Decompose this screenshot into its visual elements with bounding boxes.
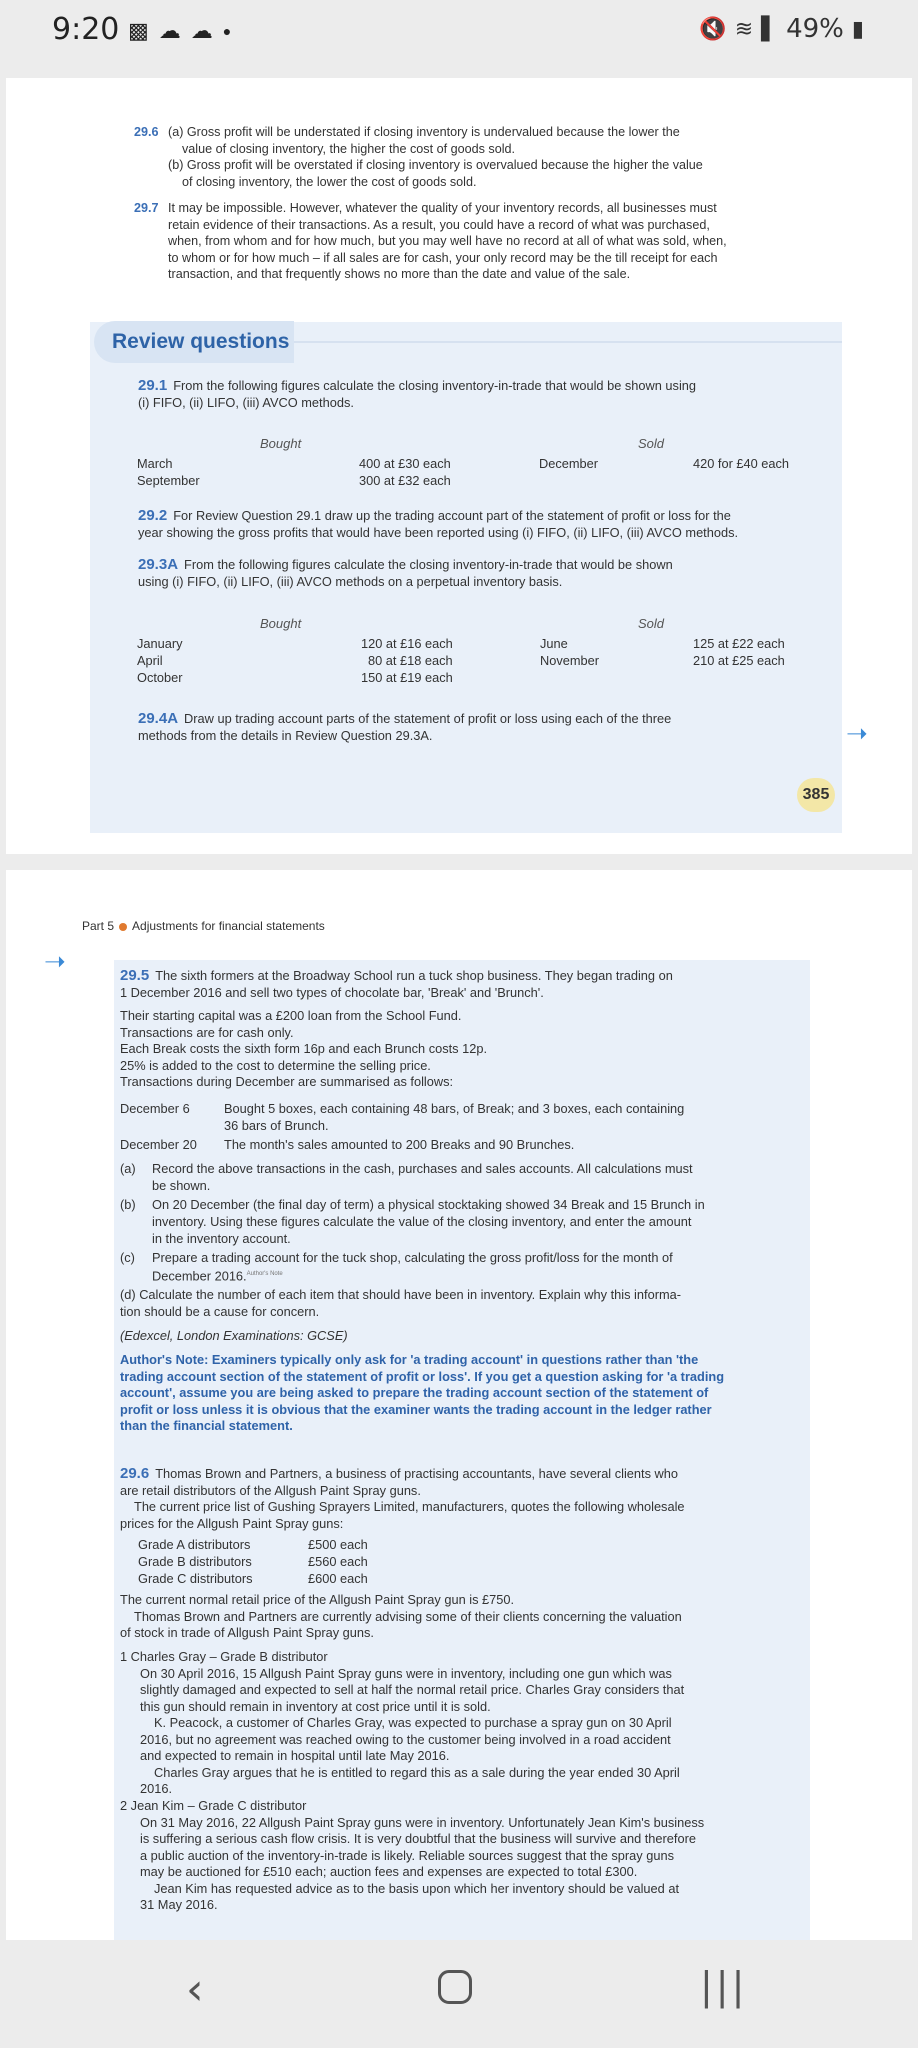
sold-heading: Sold <box>638 436 665 451</box>
answer-line: (a) Gross profit will be understated if closing inventory is undervalued because the lower the <box>168 125 680 139</box>
question-29-1 <box>138 378 810 411</box>
authors-note-line: Author's Note: Examiners typically only ask for 'a trading account' in questions rather than 'the <box>120 1352 699 1367</box>
answer-line: transaction, and that frequently shows no more than the date and value of the sale. <box>168 267 631 281</box>
transaction-text: Bought 5 boxes, each containing 48 bars, of Break; and 3 boxes, each containing <box>224 1101 685 1116</box>
signal-icon: ▌ <box>761 16 779 42</box>
system-icons <box>699 14 864 44</box>
client-text: is suffering a serious cash flow crisis. It is very doubtful that the business will survive and therefore <box>140 1831 696 1846</box>
navigation-bar <box>0 1940 918 2048</box>
bought-heading: Bought <box>260 436 302 451</box>
part-text: (d) Calculate the number of each item that should have been in inventory. Explain why this informa- <box>120 1287 681 1302</box>
status-bar <box>0 0 918 64</box>
fact-line: Each Break costs the sixth form 16p and each Brunch costs 12p. <box>120 1041 488 1056</box>
table-month: December <box>539 456 599 471</box>
grade-price: £560 each <box>308 1554 368 1569</box>
part-text-line: December 2016. <box>152 1268 247 1284</box>
answer-29-7 <box>134 200 840 283</box>
question-text: methods from the details in Review Question 29.3A. <box>138 727 433 743</box>
authors-note <box>120 1352 800 1435</box>
table-month: September <box>137 473 200 488</box>
table-value: 125 at £22 each <box>693 636 785 651</box>
part-text: On 20 December (the final day of term) a physical stocktaking showed 34 Break and 15 Brunch in <box>152 1197 705 1212</box>
bought-heading: Bought <box>260 616 302 631</box>
table-value: 420 for £40 each <box>693 456 790 471</box>
question-text: of stock in trade of Allgush Paint Spray guns. <box>120 1625 374 1640</box>
question-number: 29.3A <box>138 556 179 573</box>
transaction-date: December 20 <box>120 1137 197 1152</box>
question-number: 29.2 <box>138 507 168 524</box>
page-386[interactable] <box>6 870 912 1940</box>
answer-29-6 <box>134 124 840 190</box>
running-head <box>82 919 325 933</box>
question-29-3a <box>138 557 810 590</box>
client-text: Charles Gray argues that he is entitled to regard this as a sale during the year ended 30 April <box>154 1764 680 1780</box>
table-value: 210 at £25 each <box>693 653 785 668</box>
grade-price: £600 each <box>308 1571 368 1586</box>
question-text: From the following figures calculate the closing inventory-in-trade that would be shown using <box>173 378 697 393</box>
battery-icon: ▮ <box>851 16 864 42</box>
wifi-icon: ≋ <box>734 16 754 42</box>
authors-note-line: than the financial statement. <box>120 1418 293 1433</box>
question-text: using (i) FIFO, (ii) LIFO, (iii) AVCO methods on a perpetual inventory basis. <box>138 573 563 589</box>
mute-icon: 🔇 <box>699 16 727 42</box>
question-29-5-facts <box>120 1008 800 1091</box>
question-29-4a <box>138 711 810 744</box>
grade-name: Grade B distributors <box>138 1554 252 1569</box>
question-text: are retail distributors of the Allgush Paint Spray guns. <box>120 1482 421 1498</box>
fact-line: Transactions are for cash only. <box>120 1024 294 1040</box>
question-text: prices for the Allgush Paint Spray guns: <box>120 1515 344 1531</box>
home-button-icon[interactable] <box>438 1970 472 2004</box>
notification-icons <box>128 18 231 44</box>
sold-heading: Sold <box>638 616 665 631</box>
grade-name: Grade A distributors <box>138 1537 251 1552</box>
answer-line: when, from whom and for how much, but you may well have no record at all of what was sold, when, <box>168 234 727 248</box>
client-heading: 1 Charles Gray – Grade B distributor <box>120 1649 328 1664</box>
client-text: may be auctioned for £510 each; auction fees and expenses are expected to total £300. <box>140 1864 638 1879</box>
table-value: 150 at £19 each <box>361 670 453 685</box>
transaction-date: December 6 <box>120 1101 190 1116</box>
client-text: On 30 April 2016, 15 Allgush Paint Spray guns were in inventory, including one gun which was <box>140 1665 672 1681</box>
answer-line: value of closing inventory, the higher the cost of goods sold. <box>182 141 516 156</box>
grade-price: £500 each <box>308 1537 368 1552</box>
authors-note-reference[interactable]: Author's Note <box>246 1271 283 1277</box>
client-text: a public auction of the inventory-in-trade is likely. Reliable sources suggest that the spray guns <box>140 1847 674 1863</box>
fact-line: Their starting capital was a £200 loan from the School Fund. <box>120 1008 462 1023</box>
question-29-5-intro <box>120 968 800 1001</box>
answer-line: of closing inventory, the lower the cost of goods sold. <box>182 174 477 189</box>
part-text: be shown. <box>152 1178 211 1193</box>
battery-percent: 49% <box>786 14 844 44</box>
client-text: Jean Kim has requested advice as to the basis upon which her inventory should be valued at <box>154 1880 679 1896</box>
client-text: 2016, but no agreement was reached owing to the customer being involved in a road accident <box>140 1731 671 1747</box>
client-2 <box>120 1798 800 1914</box>
part-label: (b) <box>120 1197 136 1212</box>
answer-line: (b) Gross profit will be overstated if closing inventory is overvalued because the higher the value <box>168 158 703 172</box>
client-text: K. Peacock, a customer of Charles Gray, was expected to purchase a spray gun on 30 April <box>154 1715 672 1730</box>
question-text: Thomas Brown and Partners, a business of practising accountants, have several clients who <box>155 1466 679 1481</box>
page-385[interactable] <box>6 78 912 854</box>
question-text: year showing the gross profits that would have been reported using (i) FIFO, (ii) LIFO, (iii) AVCO methods. <box>138 524 739 540</box>
question-number: 29.1 <box>138 377 168 394</box>
authors-note-line: trading account section of the statement of profit or loss'. If you get a question asking for 'a trading <box>120 1368 725 1384</box>
question-text: The current price list of Gushing Sprayers Limited, manufacturers, quotes the following wholesale <box>134 1499 685 1514</box>
table-month: June <box>540 636 568 651</box>
question-text: Draw up trading account parts of the statement of profit or loss using each of the three <box>184 711 672 726</box>
table-value: 80 at £18 each <box>368 653 453 668</box>
transaction-text: The month's sales amounted to 200 Breaks and 90 Brunches. <box>224 1137 575 1152</box>
question-text: Thomas Brown and Partners are currently advising some of their clients concerning the valuation <box>134 1608 682 1624</box>
client-text: this gun should remain in inventory at cost price until it is sold. <box>140 1698 491 1714</box>
part-text: tion should be a cause for concern. <box>120 1304 320 1319</box>
page-number: 385 <box>797 778 835 812</box>
dot-icon: ● <box>222 23 232 39</box>
next-page-arrow-icon[interactable]: ➝ <box>846 718 868 748</box>
table-month: November <box>540 653 600 668</box>
question-number: 29.5 <box>120 967 150 984</box>
question-text: For Review Question 29.1 draw up the trading account part of the statement of profit or loss for the <box>173 508 731 523</box>
client-heading: 2 Jean Kim – Grade C distributor <box>120 1798 307 1813</box>
continue-arrow-icon[interactable]: ➝ <box>44 946 66 976</box>
part-text: Prepare a trading account for the tuck shop, calculating the gross profit/loss for the month of <box>152 1250 673 1265</box>
bullet-dot-icon <box>119 923 127 931</box>
table-month: March <box>137 456 173 471</box>
question-number: 29.6 <box>120 1465 150 1482</box>
question-number: 29.4A <box>138 710 179 727</box>
part-text <box>152 1266 283 1284</box>
status-time: 9:20 <box>52 12 120 47</box>
table-month: October <box>137 670 183 685</box>
answer-line: It may be impossible. However, whatever the quality of your inventory records, all businesses must <box>168 201 717 215</box>
authors-note-line: profit or loss unless it is obvious that the examiner wants the trading account in the ledger rather <box>120 1401 712 1417</box>
running-head-part: Part 5 <box>82 919 115 933</box>
question-text: 1 December 2016 and sell two types of chocolate bar, 'Break' and 'Brunch'. <box>120 984 544 1000</box>
question-29-2 <box>138 508 810 541</box>
grade-name: Grade C distributors <box>138 1571 253 1586</box>
answer-number: 29.6 <box>134 125 159 139</box>
question-text: The sixth formers at the Broadway School run a tuck shop business. They began trading on <box>155 968 673 983</box>
fact-line: Transactions during December are summarised as follows: <box>120 1074 454 1089</box>
client-text: 31 May 2016. <box>140 1897 218 1912</box>
cloud-pair-icon: ☁ <box>158 18 181 43</box>
client-1 <box>120 1649 800 1798</box>
part-label: (a) <box>120 1161 136 1176</box>
part-text: Record the above transactions in the cash, purchases and sales accounts. All calculations must <box>152 1161 693 1176</box>
review-questions-title: Review questions <box>112 330 290 353</box>
question-29-6-intro <box>120 1466 800 1532</box>
part-label: (c) <box>120 1250 135 1265</box>
part-text: inventory. Using these figures calculate the value of the closing inventory, and enter the amount <box>152 1214 692 1229</box>
running-head-title: Adjustments for financial statements <box>132 919 325 933</box>
header-rule <box>294 341 842 343</box>
back-button-icon[interactable]: ‹ <box>186 1964 204 2015</box>
table-value: 300 at £32 each <box>359 473 451 488</box>
authors-note-line: account', assume you are being asked to prepare the trading account section of the statement of <box>120 1385 709 1400</box>
client-text: and expected to remain in hospital until late May 2016. <box>140 1748 450 1763</box>
answer-number: 29.7 <box>134 201 159 215</box>
table-value: 400 at £30 each <box>359 456 451 471</box>
review-questions-header <box>94 321 294 363</box>
table-value: 120 at £16 each <box>361 636 453 651</box>
question-29-6-retail <box>120 1592 800 1642</box>
client-text: On 31 May 2016, 22 Allgush Paint Spray guns were in inventory. Unfortunately Jean Kim's business <box>140 1814 705 1830</box>
answer-line: retain evidence of their transactions. As a result, you could have a record of what was purchased, <box>168 217 710 232</box>
cloud-icon: ☁ <box>190 18 213 43</box>
transaction-text: 36 bars of Brunch. <box>224 1118 329 1133</box>
question-text: From the following figures calculate the closing inventory-in-trade that would be shown <box>184 557 673 572</box>
chat-icon: ▩ <box>128 18 149 43</box>
fact-line: 25% is added to the cost to determine the selling price. <box>120 1057 431 1073</box>
table-month: January <box>137 636 183 651</box>
question-text: (i) FIFO, (ii) LIFO, (iii) AVCO methods. <box>138 394 354 410</box>
question-text: The current normal retail price of the Allgush Paint Spray gun is £750. <box>120 1592 515 1607</box>
question-source: (Edexcel, London Examinations: GCSE) <box>120 1328 348 1343</box>
part-text: in the inventory account. <box>152 1231 291 1246</box>
table-month: April <box>137 653 163 668</box>
client-text: 2016. <box>140 1781 173 1796</box>
answer-line: to whom or for how much – if all sales are for cash, your only record may be the till receipt for each <box>168 250 718 265</box>
recent-apps-button-icon[interactable]: ||| <box>700 1964 748 2008</box>
client-text: slightly damaged and expected to sell at half the normal retail price. Charles Gray considers that <box>140 1682 685 1697</box>
